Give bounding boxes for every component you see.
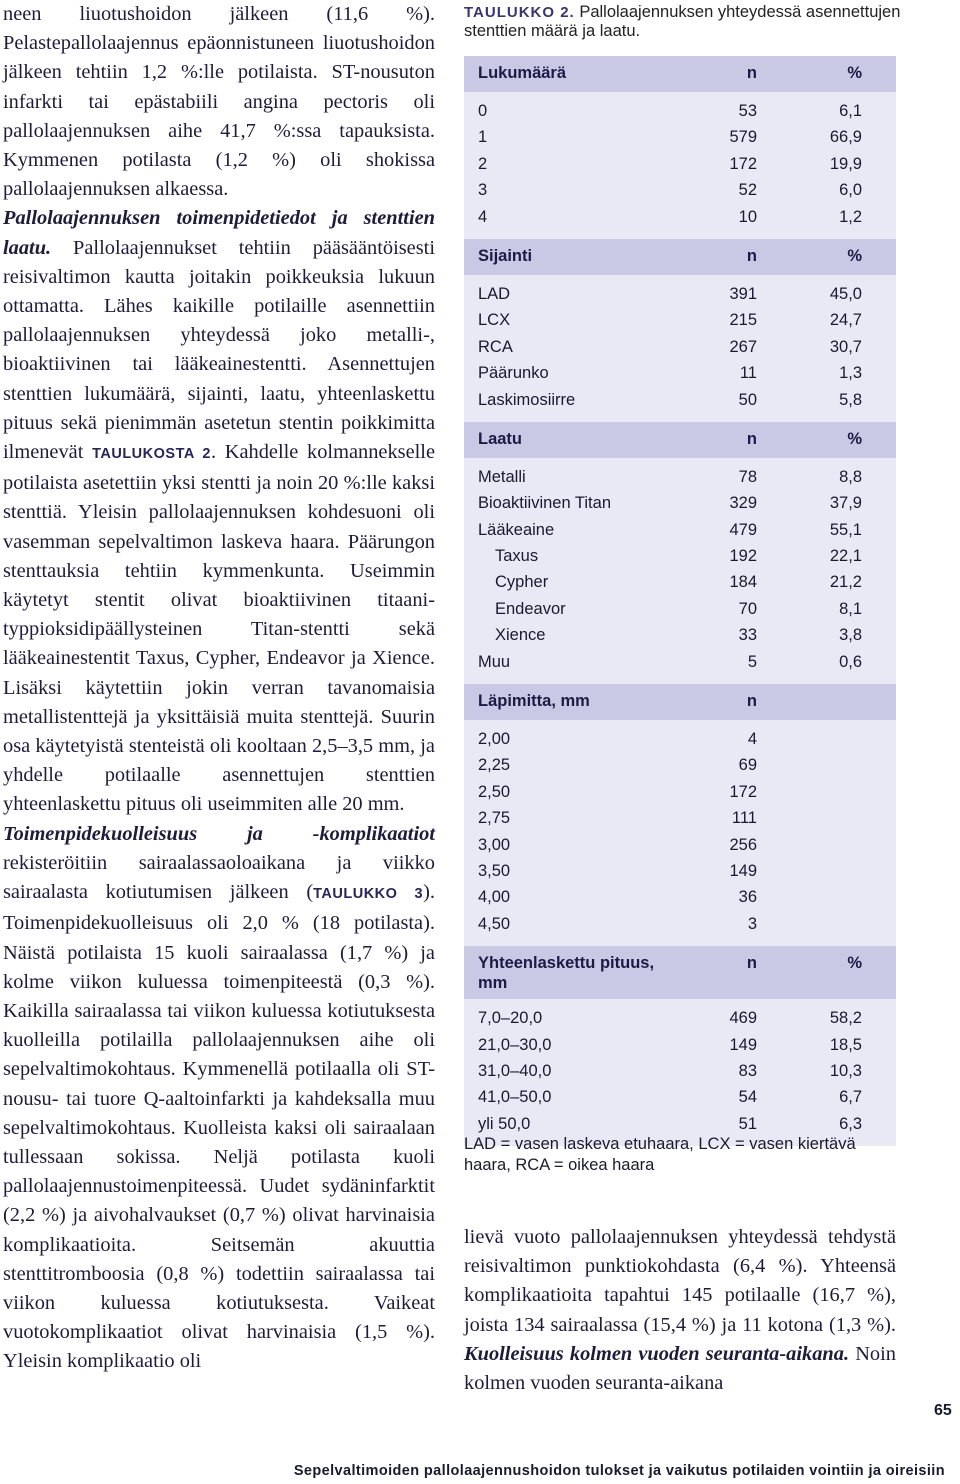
row-count: 329	[729, 494, 757, 513]
row-percent: 21,2	[829, 573, 862, 592]
table-row	[464, 334, 896, 360]
row-percent: 18,5	[829, 1035, 862, 1054]
row-percent	[757, 911, 862, 937]
section-title: Yhteenlaskettu pituus, mm	[478, 954, 655, 993]
row-percent	[757, 884, 862, 910]
heading-complications: Toimenpidekuolleisuus ja -komplikaatiot	[3, 822, 435, 845]
table-row	[464, 622, 896, 648]
table3-reference: TAULUKKO 3	[313, 886, 424, 903]
row-count: 52	[738, 181, 757, 200]
row-label: Bioaktiivinen Titan	[478, 494, 611, 513]
table-row	[464, 151, 896, 177]
row-label: 4	[478, 207, 488, 226]
column-n-header: n	[746, 954, 757, 973]
column-percent-header: %	[847, 954, 862, 973]
row-percent: 10,3	[829, 1061, 862, 1080]
row-percent	[757, 832, 862, 858]
section-title: Lukumäärä	[478, 64, 567, 82]
row-label: Muu	[478, 652, 511, 671]
row-count: 78	[738, 467, 757, 486]
row-count: 36	[738, 888, 757, 907]
row-label: yli 50,0	[478, 1114, 531, 1133]
table-section-header	[464, 422, 896, 458]
table-row	[464, 649, 896, 675]
row-percent: 8,8	[839, 467, 862, 486]
row-percent: 1,3	[839, 364, 862, 383]
row-percent: 58,2	[829, 1009, 862, 1028]
row-percent	[757, 726, 862, 752]
row-count: 579	[729, 128, 757, 147]
procedure-text-a: Pallolaajennukset tehtiin pääsääntöisesti reisivaltimon kautta joitakin poikkeuksia lukuun ottamatta. Lähes kaikille potilaille asennettiin pallolaajennuksen yhteydessä joko metalli-, bioaktiivinen tai lääkeainestentti. Asennettujen stenttien lukumäärä, sijainti, laatu, yhteenlaskettu pituus sekä pienimmän asetetun stentin poikkimitta ilmenevät	[3, 236, 435, 464]
table-row	[464, 360, 896, 386]
row-percent: 6,0	[839, 181, 862, 200]
right-text-a: lievä vuoto pallolaajennuksen yhteydessä tehdystä reisivaltimon punktiokohdasta (6,4 %). Yhteensä komplikaatioita tapahtui 145 potilaalle (16,7 %), joista 134 sairaalassa (15,4 %) ja 11 kotona (1,3 %).	[464, 1226, 896, 1336]
table2-reference: TAULUKOSTA 2	[92, 446, 211, 463]
row-label: LCX	[478, 311, 511, 330]
row-percent: 0,6	[839, 652, 862, 671]
row-count: 51	[738, 1114, 757, 1133]
row-label: 0	[478, 102, 488, 120]
row-count: 50	[738, 390, 757, 409]
row-percent: 8,1	[839, 599, 862, 618]
row-label: 2,75	[478, 809, 511, 828]
row-count: 192	[729, 547, 757, 566]
column-n-header: n	[746, 692, 757, 711]
row-label: Laskimosiirre	[478, 390, 576, 409]
left-column	[3, 0, 435, 1377]
table-caption-text: Pallolaajennuksen yhteydessä asennettujen stenttien määrä ja laatu.	[464, 3, 901, 40]
table-row	[464, 1032, 896, 1058]
row-percent: 55,1	[829, 520, 862, 539]
section-title: Sijainti	[478, 246, 533, 265]
row-percent: 19,9	[829, 154, 862, 173]
row-label: 31,0–40,0	[478, 1061, 552, 1080]
table-row	[464, 281, 896, 307]
procedure-text-b: . Kahdelle kolmannekselle potilaista asetettiin yksi stentti ja noin 20 %:lle kaksi stenttiä. Yleisin pallolaajennuksen kohdesuoni oli vasemman sepelvaltimon laskeva haara. Päärungon stenttauksia tehtiin kymmenkunta. Useimmin käytetyt stentit olivat bioaktiivinen titaani-typpioksidipäällysteinen Titan-stentti sekä lääkeainestentit Taxus, Cypher, Endeavor ja Xience. Lisäksi käytettiin jokin verran tavanomaisia metallistenttejä ja yksittäisiä muita stenttejä. Suurin osa käytetyistä stenteistä oli kooltaan 2,5–3,5 mm, ja yhdelle potilaalle asennettujen stenttien yhteenlaskettu pituus oli useimmiten alle 20 mm.	[3, 441, 436, 816]
row-label: Lääkeaine	[478, 520, 555, 539]
table-row	[464, 490, 896, 516]
table-row	[464, 752, 896, 778]
table-section-body	[464, 720, 896, 946]
row-label: 41,0–50,0	[478, 1088, 552, 1107]
table-section-body	[464, 92, 896, 239]
row-percent: 24,7	[829, 311, 862, 330]
page-number: 65	[934, 1402, 952, 1419]
row-count: 172	[729, 154, 757, 173]
row-count: 53	[738, 102, 757, 120]
table-row	[464, 911, 896, 937]
table-section-header	[464, 684, 896, 720]
row-label: 1	[478, 128, 488, 147]
row-label: Metalli	[478, 467, 526, 486]
table-section-body	[464, 999, 896, 1146]
row-label: 3,50	[478, 861, 511, 880]
row-percent: 45,0	[829, 284, 862, 303]
paragraph-complications	[3, 820, 435, 1377]
row-percent: 6,7	[839, 1088, 862, 1107]
row-count: 184	[729, 573, 757, 592]
table-row	[464, 569, 896, 595]
section-title: Läpimitta, mm	[478, 692, 590, 711]
row-percent: 5,8	[839, 390, 862, 409]
row-count: 256	[729, 835, 757, 854]
stent-table	[464, 56, 896, 1146]
row-label: Cypher	[495, 573, 549, 592]
row-label: 4,50	[478, 914, 511, 933]
table-row	[464, 517, 896, 543]
row-label: Endeavor	[495, 599, 566, 618]
complications-text-a: rekisteröitiin sairaalassaoloaikana ja viikko sairaalasta kotiutumisen jälkeen (	[3, 851, 435, 904]
row-percent: 3,8	[839, 626, 862, 645]
row-count: 172	[729, 782, 757, 801]
row-count: 5	[747, 652, 757, 671]
paragraph-intro: neen liuotushoidon jälkeen (11,6 %). Pelastepallolaajennus epäonnistuneen liuotushoidon jälkeen tehtiin 1,2 %:lle potilaista. ST-nousuton infarkti tai epästabiili angina pectoris oli pallolaajennuksen aihe 41,7 %:ssa tapauksista. Kymmenen potilasta (1,2 %) oli shokissa pallolaajennuksen alkaessa.	[3, 3, 435, 201]
row-count: 267	[729, 337, 757, 356]
row-count: 391	[729, 284, 757, 303]
table-row	[464, 1058, 896, 1084]
row-count: 11	[739, 364, 757, 383]
row-label: LAD	[478, 284, 511, 303]
row-percent: 66,9	[829, 128, 862, 147]
row-count: 10	[738, 207, 757, 226]
column-percent-header: %	[847, 64, 862, 82]
row-percent: 37,9	[829, 494, 862, 513]
row-percent: 30,7	[829, 337, 862, 356]
table-section-body	[464, 458, 896, 684]
row-percent	[757, 858, 862, 884]
table-caption	[464, 3, 904, 41]
row-percent	[757, 805, 862, 831]
row-label: 4,00	[478, 888, 511, 907]
right-text-b: Noin kolmen vuoden seuranta-aikana	[464, 1342, 896, 1395]
table-row	[464, 779, 896, 805]
table-row	[464, 858, 896, 884]
right-column-text	[464, 1223, 896, 1398]
table-section-body	[464, 275, 896, 422]
row-count: 3	[747, 914, 757, 933]
table-row	[464, 884, 896, 910]
row-label: 2,25	[478, 756, 511, 775]
row-label: 3	[478, 181, 488, 200]
table-section-header	[464, 56, 896, 92]
complications-text-b: ). Toimenpidekuolleisuus oli 2,0 % (18 potilasta). Näistä potilaista 15 kuoli sairaalassa (1,7 %) ja kolme viikon kuluessa toimenpiteestä (0,3 %). Kaikilla sairaalassa tai viikon kuluessa kotiutuksesta kuolleilla potilailla pallolaajennuksen aihe oli sepelvaltimokohtaus. Kymmenellä potilaalla oli ST-nousu- tai tuore Q-aaltoinfarkti ja kahdeksalla muu sepelvaltimokohtaus. Kuolleista kaksi oli sairaalaan tullessaan sokissa. Neljä potilasta kuoli pallolaajennustoimenpiteessä. Uudet sydäninfarktit (2,2 %) ja aivohalvaukset (0,7 %) olivat harvinaisia komplikaatioita. Seitsemän akuuttia stenttitromboosia (0,8 %) todettiin sairaalassa tai viikon kuluessa kotiutuksesta. Vaikeat vuotokomplikaatiot olivat harvinaisia (1,5 %). Yleisin komplikaatio oli	[3, 881, 435, 1373]
table-row	[464, 726, 896, 752]
row-percent	[757, 752, 862, 778]
row-label: Xience	[495, 626, 546, 645]
row-label: RCA	[478, 337, 513, 356]
table-row	[464, 1084, 896, 1110]
heading-mortality: Kuolleisuus kolmen vuoden seuranta-aikana.	[464, 1342, 850, 1365]
row-count: 111	[731, 809, 757, 828]
table-row	[464, 805, 896, 831]
column-percent-header: %	[847, 246, 862, 265]
row-percent: 6,1	[839, 102, 862, 120]
row-label: 7,0–20,0	[478, 1009, 543, 1028]
table-row	[464, 177, 896, 203]
section-title: Laatu	[478, 429, 523, 448]
row-count: 469	[729, 1009, 757, 1028]
row-percent: 6,3	[839, 1114, 862, 1133]
row-label: Taxus	[495, 547, 539, 566]
column-n-header: n	[746, 429, 757, 448]
heading-procedure-data: Pallolaajennuksen toimenpidetiedot ja stenttien laatu.	[3, 207, 435, 259]
row-label: 2,50	[478, 782, 511, 801]
row-count: 54	[738, 1088, 757, 1107]
row-count: 83	[738, 1061, 757, 1080]
table-caption-label: TAULUKKO 2.	[464, 4, 575, 21]
row-count: 69	[738, 756, 757, 775]
table-footnote: LAD = vasen laskeva etuhaara, LCX = vasen kiertävä haara, RCA = oikea haara	[464, 1135, 856, 1174]
row-count: 479	[729, 520, 757, 539]
table-row	[464, 307, 896, 333]
row-percent	[757, 779, 862, 805]
table-row	[464, 464, 896, 490]
table-row	[464, 124, 896, 150]
table-row	[464, 832, 896, 858]
row-count: 33	[738, 626, 757, 645]
column-n-header: n	[746, 64, 757, 82]
column-percent-header: %	[847, 429, 862, 448]
row-count: 4	[747, 730, 757, 749]
table-row	[464, 596, 896, 622]
row-count: 70	[738, 599, 757, 618]
row-count: 149	[729, 861, 757, 880]
row-label: 2	[478, 154, 488, 173]
row-label: 2,00	[478, 730, 511, 749]
row-label: Päärunko	[478, 364, 549, 383]
table-row	[464, 204, 896, 230]
table-section-header	[464, 946, 896, 999]
column-n-header: n	[746, 246, 757, 265]
table-section-header	[464, 239, 896, 275]
row-percent: 1,2	[839, 207, 862, 226]
table-row	[464, 387, 896, 413]
table-row	[464, 543, 896, 569]
row-label: 21,0–30,0	[478, 1035, 552, 1054]
table-row	[464, 1005, 896, 1031]
row-percent: 22,1	[829, 547, 862, 566]
table-row	[464, 98, 896, 124]
running-footer: Sepelvaltimoiden pallolaajennushoidon tulokset ja vaikutus potilaiden vointiin ja oireisiin	[293, 1463, 945, 1479]
paragraph-procedure	[3, 204, 435, 819]
row-count: 149	[729, 1035, 757, 1054]
row-label: 3,00	[478, 835, 511, 854]
row-count: 215	[729, 311, 757, 330]
